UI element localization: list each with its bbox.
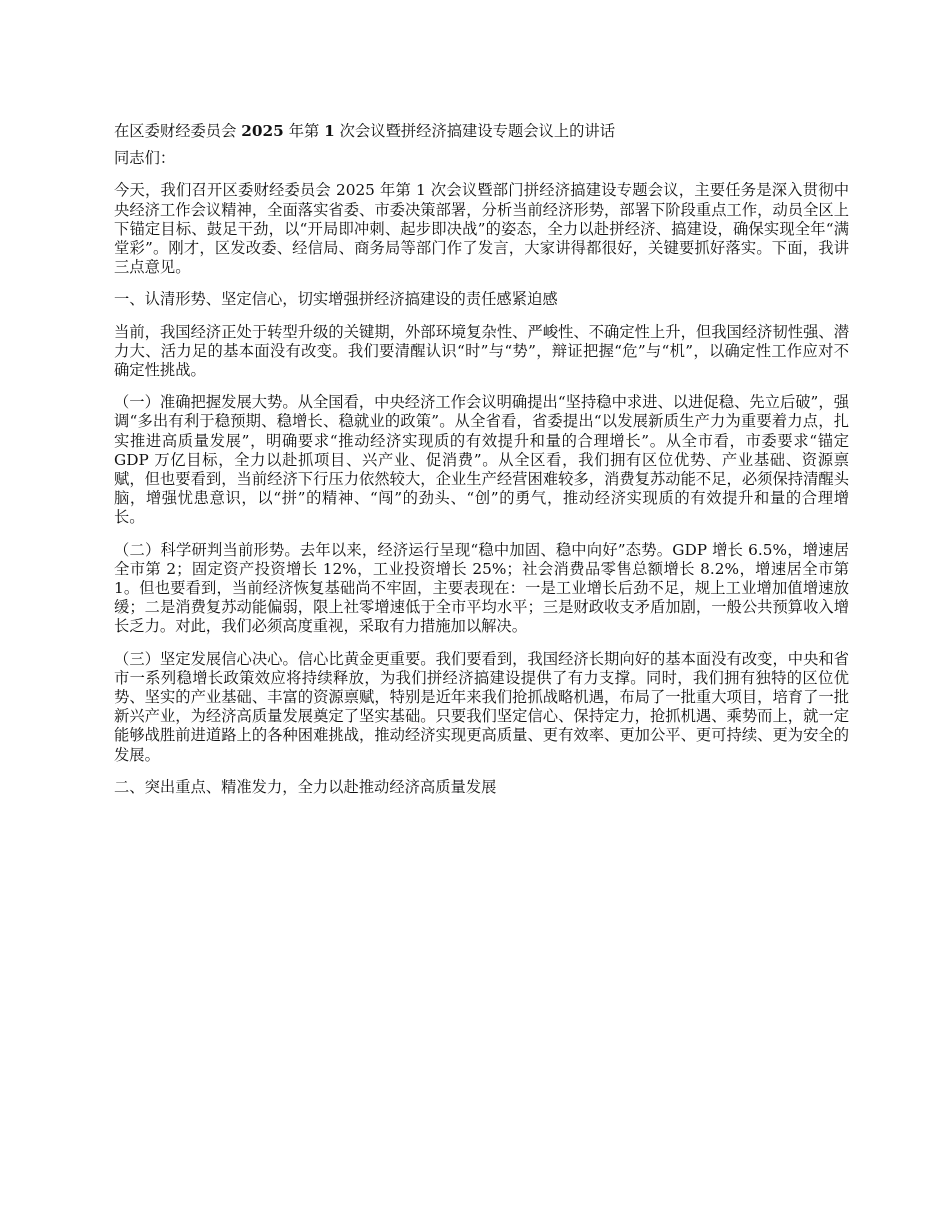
- title-session-number: 1: [324, 122, 335, 140]
- section-1-heading: 一、认清形势、坚定信心，切实增强拼经济搞建设的责任感紧迫感: [114, 290, 558, 309]
- title-part: 在区委财经委员会: [114, 122, 242, 140]
- document-title: [114, 122, 849, 141]
- point-2-paragraph: （二）科学研判当前形势。去年以来，经济运行呈现“稳中加固、稳中向好”态势。GDP 增长 6.5%，增速居全市第 2；固定资产投资增长 12%，工业投资增长 25%；社会消费品零售总额增长 8.2%，增速居全市第 1。但也要看到，当前经济恢复基础尚不牢固，主要表现在：一是工业增长后劲不足，规上工业增加值增速放缓；二是消费复苏动能偏弱，限上社零增速低于全市平均水平；三是财政收支矛盾加剧，一般公共预算收入增长乏力。对此，我们必须高度重视，采取有力措施加以解决。: [114, 540, 849, 636]
- section-2-heading: 二、突出重点、精准发力，全力以赴推动经济高质量发展: [114, 777, 497, 796]
- greeting: 同志们：: [114, 149, 176, 168]
- title-year: 2025: [241, 122, 284, 140]
- point-1-paragraph: （一）准确把握发展大势。从全国看，中央经济工作会议明确提出“坚持稳中求进、以进促稳、先立后破”，强调“多出有利于稳预期、稳增长、稳就业的政策”。从全省看，省委提出“以发展新质生产力为重要着力点，扎实推进高质量发展”，明确要求“推动经济实现质的有效提升和量的合理增长”。从全市看，市委要求“锚定 GDP 万亿目标，全力以赴抓项目、兴产业、促消费”。从全区看，我们拥有区位优势、产业基础、资源禀赋，但也要看到，当前经济下行压力依然较大，企业生产经营困难较多，消费复苏动能不足，必须保持清醒头脑，增强忧患意识，以“拼”的精神、“闯”的劲头、“创”的勇气，推动经济实现质的有效提升和量的合理增长。: [114, 393, 849, 527]
- point-3-paragraph: （三）坚定发展信心决心。信心比黄金更重要。我们要看到，我国经济长期向好的基本面没有改变，中央和省市一系列稳增长政策效应将持续释放，为我们拼经济搞建设提供了有力支撑。同时，我们拥有独特的区位优势、坚实的产业基础、丰富的资源禀赋，特别是近年来我们抢抓战略机遇，布局了一批重大项目，培育了一批新兴产业，为经济高质量发展奠定了坚实基础。只要我们坚定信心、保持定力，抢抓机遇、乘势而上，就一定能够战胜前进道路上的各种困难挑战，推动经济实现更高质量、更有效率、更加公平、更可持续、更为安全的发展。: [114, 649, 849, 764]
- document-body: [114, 122, 849, 810]
- title-part: 次会议暨拼经济搞建设专题会议上的讲话: [334, 122, 616, 140]
- section-1-intro-paragraph: 当前，我国经济正处于转型升级的关键期，外部环境复杂性、严峻性、不确定性上升，但我国经济韧性强、潜力大、活力足的基本面没有改变。我们要清醒认识“时”与“势”，辩证把握“危”与“机”，以确定性工作应对不确定性挑战。: [114, 322, 849, 380]
- intro-paragraph: 今天，我们召开区委财经委员会 2025 年第 1 次会议暨部门拼经济搞建设专题会议，主要任务是深入贯彻中央经济工作会议精神，全面落实省委、市委决策部署，分析当前经济形势，部署下阶段重点工作，动员全区上下锚定目标、鼓足干劲，以“开局即冲刺、起步即决战”的姿态，全力以赴拼经济、搞建设，确保实现全年“满堂彩”。刚才，区发改委、经信局、商务局等部门作了发言，大家讲得都很好，关键要抓好落实。下面，我讲三点意见。: [114, 181, 849, 277]
- title-part: 年第: [283, 122, 325, 140]
